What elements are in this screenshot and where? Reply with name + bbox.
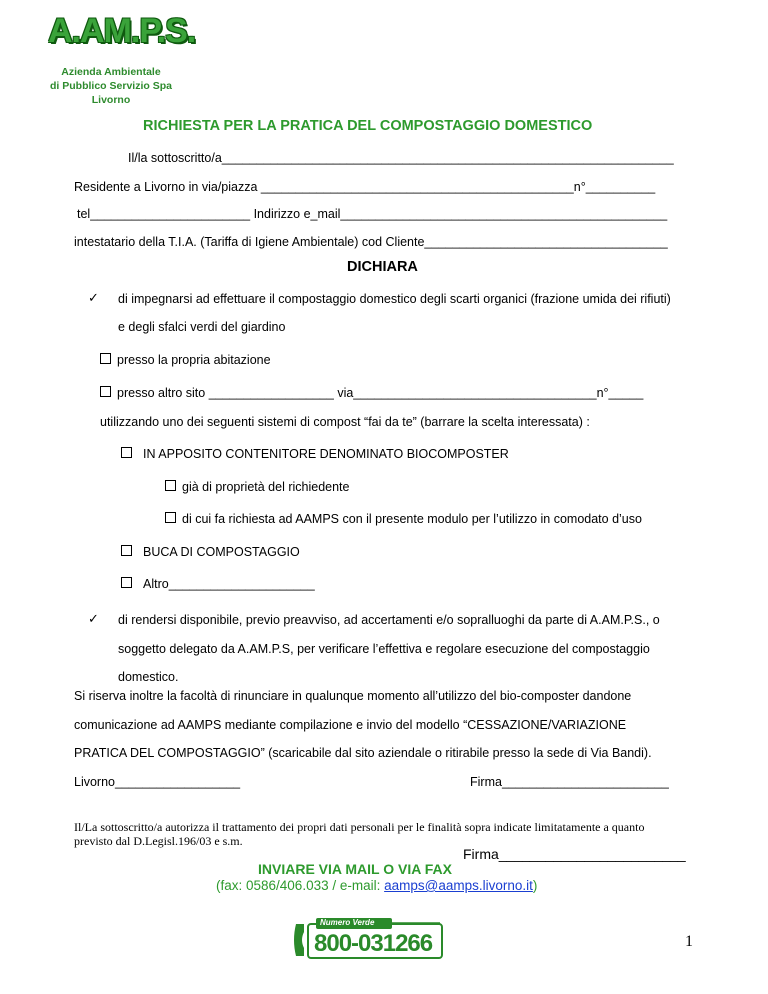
logo-line-3: Livorno <box>91 94 131 106</box>
option-altro-sito-label: presso altro sito __________________ via___________________________________n°_____ <box>117 386 644 400</box>
option-buca-label: BUCA DI COMPOSTAGGIO <box>143 545 300 559</box>
livorno-date-field: Livorno__________________ <box>74 775 241 789</box>
option-contenitore-label: IN APPOSITO CONTENITORE DENOMINATO BIOCOMPOSTER <box>143 447 509 461</box>
numero-verde-label: Numero Verde <box>320 918 375 927</box>
firma-field-1: Firma________________________ <box>470 775 669 789</box>
checkbox-icon[interactable] <box>121 545 132 556</box>
disponibile-line-3: domestico. <box>118 670 179 684</box>
firma-field-2: Firma________________________ <box>463 846 686 862</box>
option-altro[interactable] <box>121 577 315 591</box>
email-link[interactable]: aamps@aamps.livorno.it <box>384 878 533 893</box>
option-contenitore[interactable] <box>121 447 509 461</box>
numero-verde-badge <box>290 918 446 962</box>
logo-brand: A.AM.P.S. <box>48 12 196 50</box>
utilizzando-text: utilizzando uno dei seguenti sistemi di compost “fai da te” (barrare la scelta interessata) : <box>100 415 590 429</box>
privacy-line-2: previsto dal D.Legisl.196/03 e s.m. <box>74 834 243 848</box>
checkmark-icon: ✓ <box>88 290 99 305</box>
field-tel-email: tel_______________________ Indirizzo e_mail_______________________________________________ <box>77 207 668 221</box>
riserva-line-3: PRATICA DEL COMPOSTAGGIO” (scaricabile dal sito aziendale o ritirabile presso la sede di Via Bandi). <box>74 746 652 760</box>
option-altro-sito[interactable] <box>100 386 643 400</box>
option-abitazione-label: presso la propria abitazione <box>117 353 271 367</box>
fax-suffix: ) <box>532 878 538 893</box>
field-residente: Residente a Livorno in via/piazza _____________________________________________n°__________ <box>74 180 656 194</box>
checkbox-icon[interactable] <box>121 577 132 588</box>
aamps-logo <box>48 12 196 110</box>
option-proprieta-label: già di proprietà del richiedente <box>182 480 350 494</box>
option-proprieta[interactable] <box>165 480 349 494</box>
fax-prefix: (fax: 0586/406.033 / e-mail: <box>216 878 385 893</box>
checkbox-icon[interactable] <box>100 353 111 364</box>
checkmark-icon: ✓ <box>88 611 99 626</box>
checkbox-icon[interactable] <box>165 512 176 523</box>
checkbox-icon[interactable] <box>121 447 132 458</box>
riserva-line-2: comunicazione ad AAMPS mediante compilazione e invio del modello “CESSAZIONE/VARIAZIONE <box>74 718 627 732</box>
option-abitazione[interactable] <box>100 353 271 367</box>
option-comodato[interactable] <box>165 512 642 526</box>
riserva-line-1: Si riserva inoltre la facoltà di rinunciare in qualunque momento all’utilizzo del bio-composter dandone <box>74 689 632 703</box>
option-comodato-label: di cui fa richiesta ad AAMPS con il presente modulo per l’utilizzo in comodato d’uso <box>182 512 642 526</box>
field-intestatario: intestatario della T.I.A. (Tariffa di Igiene Ambientale) cod Cliente___________________________________ <box>74 235 668 249</box>
page-title: RICHIESTA PER LA PRATICA DEL COMPOSTAGGIO DOMESTICO <box>143 118 593 134</box>
logo-line-2: di Pubblico Servizio Spa <box>50 80 172 92</box>
checkbox-icon[interactable] <box>100 386 111 397</box>
option-buca[interactable] <box>121 545 300 559</box>
impegno-line-2: e degli sfalci verdi del giardino <box>118 320 286 334</box>
numero-verde-number: 800-031266 <box>314 930 433 957</box>
disponibile-line-1: di rendersi disponibile, previo preavviso, ad accertamenti e/o sopralluoghi da parte di A.AM.P.S., o <box>118 613 660 627</box>
disponibile-line-2: soggetto delegato da A.AM.P.S, per verificare l’effettiva e regolare esecuzione del compostaggio <box>118 642 650 656</box>
logo-line-1: Azienda Ambientale <box>61 66 161 78</box>
dichiara-heading: DICHIARA <box>347 259 418 275</box>
inviare-heading: INVIARE VIA MAIL O VIA FAX <box>258 861 452 877</box>
option-altro-label: Altro_____________________ <box>143 577 315 591</box>
field-sottoscritto: Il/la sottoscritto/a_________________________________________________________________ <box>128 151 674 165</box>
checkbox-icon[interactable] <box>165 480 176 491</box>
fax-email-line <box>216 878 537 893</box>
impegno-line-1: di impegnarsi ad effettuare il compostaggio domestico degli scarti organici (frazione umida dei rifiuti) <box>118 292 671 306</box>
privacy-line-1: Il/La sottoscritto/a autorizza il trattamento dei propri dati personali per le finalità sopra indicate limitatamente a quanto <box>74 820 645 834</box>
page-number: 1 <box>685 933 693 950</box>
